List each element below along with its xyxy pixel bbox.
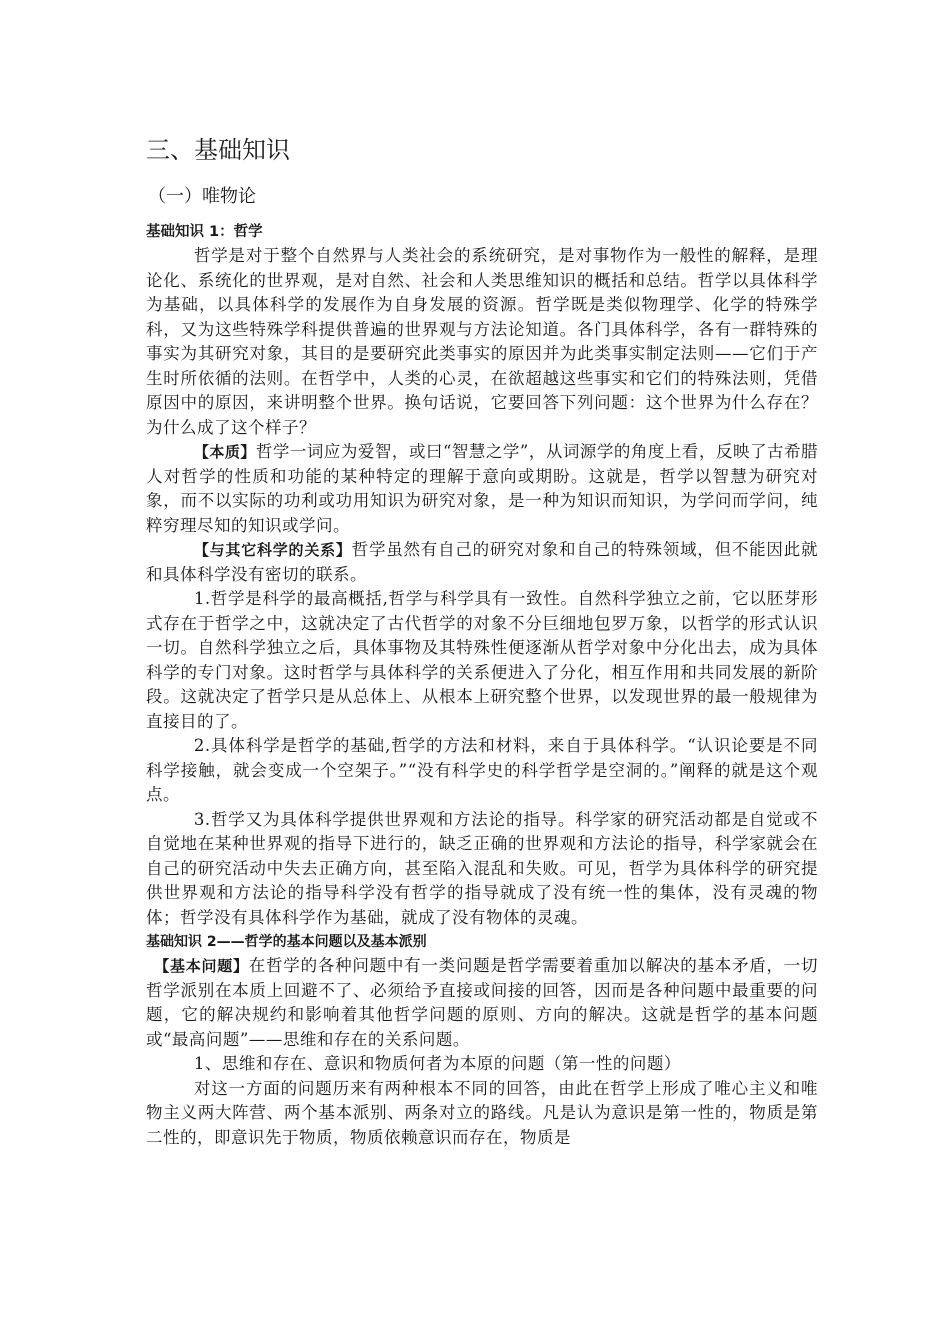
basic-question-tag: 【基本问题】 [154, 957, 249, 975]
paragraph-point-3: 3.哲学又为具体科学提供世界观和方法论的指导。科学家的研究活动都是自觉或不自觉地在某种世界观的指导下进行的，缺乏正确的世界观和方法论的指导，科学家就会在自己的研究活动中失去正确方向，甚至陷入混乱和失败。可见，哲学为具体科学的研究提供世界观和方法论的指导科学没有哲学的指导就成了没有统一性的集体，没有灵魂的物体；哲学没有具体科学作为基础，就成了没有物体的灵魂。 [146, 809, 818, 927]
topic-heading-philosophy: 基础知识 1：哲学 [146, 224, 263, 240]
basic-question-text: 在哲学的各种问题中有一类问题是哲学需要着重加以解决的基本矛盾，一切哲学派别在本质上回避不了、必须给予直接或间接的回答，因而是各种问题中最重要的问题，它的解决规约和影响着其他哲学问题的原则、方向的解决。这就是哲学的基本问题或“最高问题”——思维和存在的关系问题。 [146, 956, 818, 1049]
paragraph-basic-question [146, 954, 818, 1052]
paragraph-question-1-title: 1、思维和存在、意识和物质何者为本原的问题（第一性的问题） [193, 1054, 681, 1073]
paragraph-philosophy-definition: 哲学是对于整个自然界与人类社会的系统研究，是对事物作为一般性的解释，是理论化、系统化的世界观，是对自然、社会和人类思维知识的概括和总结。哲学以具体科学为基础，以具体科学的发展作为自身发展的资源。哲学既是类似物理学、化学的特殊学科，又为这些特殊学科提供普遍的世界观与方法论知道。各门具体科学，各有一群特殊的事实为其研究对象，其目的是要研究此类事实的原因并为此类事实制定法则——它们于产生时所依循的法则。在哲学中，人类的心灵，在欲超越这些事实和它们的特殊法则，凭借原因中的原因，来讲明整个世界。换句话说，它要回答下列问题：这个世界为什么存在？为什么成了这个样子？ [146, 246, 818, 437]
relation-text: 哲学虽然有自己的研究对象和自己的特殊领域，但不能因此就和具体科学没有密切的联系。 [146, 540, 818, 584]
paragraph-point-1: 1.哲学是科学的最高概括,哲学与科学具有一致性。自然科学独立之前，它以胚芽形式存在于哲学之中，这就决定了古代哲学的对象不分巨细地包罗万象，以哲学的形式认识一切。自然科学独立之后，具体事物及其特殊性便逐渐从哲学对象中分化出去，成为具体科学的专门对象。这时哲学与具体科学的关系便进入了分化，相互作用和共同发展的新阶段。这就决定了哲学只是从总体上、从根本上研究整个世界，以发现世界的最一般规律为直接目的了。 [146, 589, 818, 731]
relation-tag: 【与其它科学的关系】 [193, 541, 352, 559]
paragraph-point-2: 2.具体科学是哲学的基础,哲学的方法和材料，来自于具体科学。“认识论要是不同科学接触，就会变成一个空架子。”“没有科学史的科学哲学是空洞的。”阐释的就是这个观点。 [146, 736, 818, 804]
paragraph-question-1-text: 对这一方面的问题历来有两种根本不同的回答，由此在哲学上形成了唯心主义和唯物主义两大阵营、两个基本派别、两条对立的路线。凡是认为意识是第一性的，物质是第二性的，即意识先于物质，物质依赖意识而存在，物质是 [146, 1078, 818, 1147]
essence-tag: 【本质】 [193, 443, 256, 461]
topic-heading-basic-questions: 基础知识 2——哲学的基本问题以及基本派别 [146, 934, 427, 950]
document-page [146, 130, 818, 1150]
subsection-title: （一）唯物论 [148, 186, 256, 207]
paragraph-relation [146, 538, 818, 587]
paragraph-essence [146, 440, 818, 538]
section-title: 三、基础知识 [146, 136, 290, 164]
essence-text: 哲学一词应为爱智，或曰“智慧之学”，从词源学的角度上看，反映了古希腊人对哲学的性质和功能的某种特定的理解于意向或期盼。这就是，哲学以智慧为研究对象，而不以实际的功利或功用知识为研究对象，是一种为知识而知识，为学问而学问，纯粹穷理尽知的知识或学问。 [146, 442, 818, 535]
